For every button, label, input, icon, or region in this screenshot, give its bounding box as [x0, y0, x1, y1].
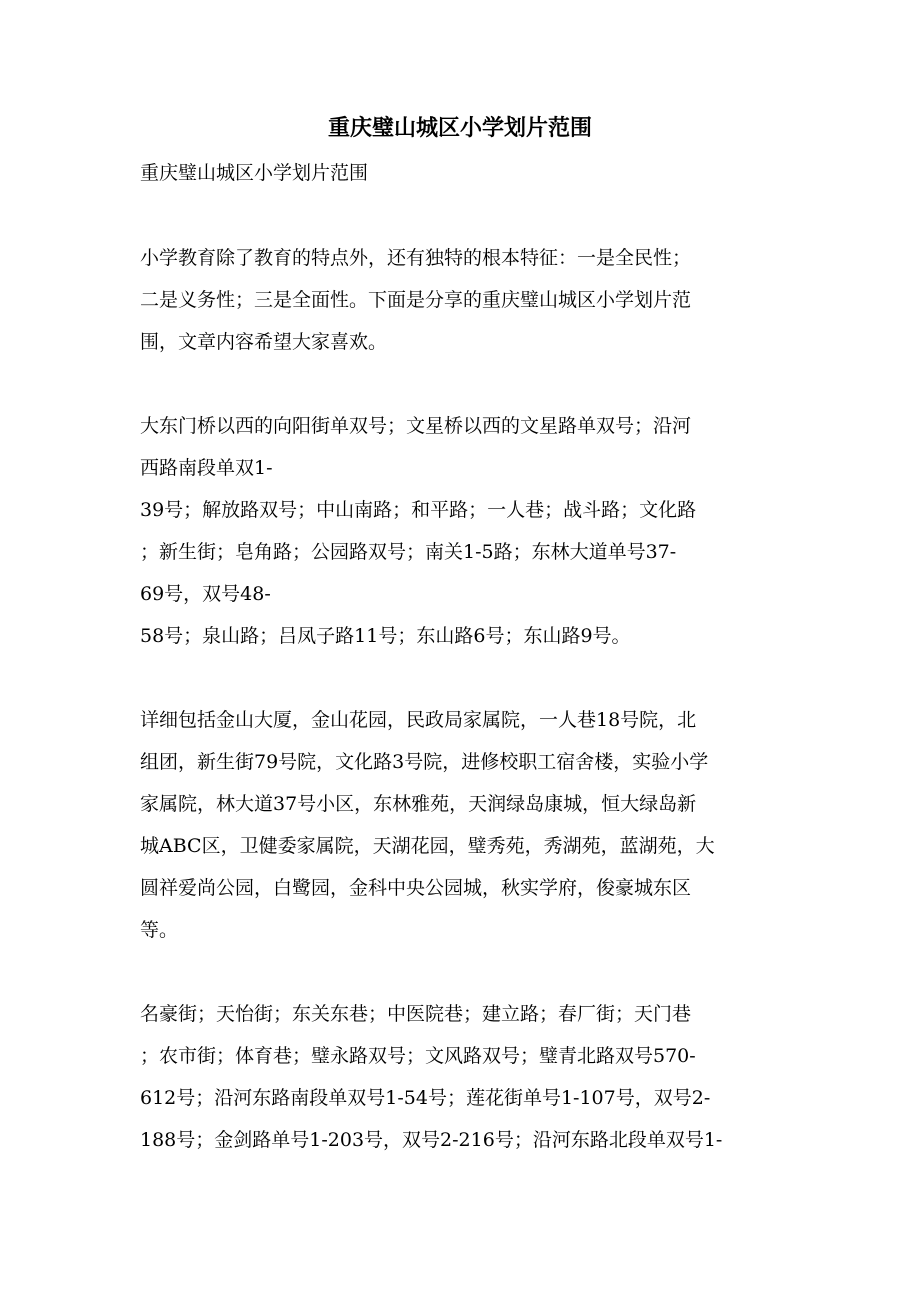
text-line: 612号；沿河东路南段单双号1-54号；莲花街单号1-107号，双号2- [140, 1087, 711, 1109]
text-line: 188号；金剑路单号1-203号，双号2-216号；沿河东路北段单双号1- [140, 1129, 723, 1151]
text-line: 西路南段单双1- [140, 457, 273, 479]
text-line: 组团，新生街79号院，文化路3号院，进修校职工宿舍楼，实验小学 [140, 751, 709, 773]
text-line: 等。 [140, 919, 179, 941]
text-line: ；农市街；体育巷；璧永路双号；文风路双号；璧青北路双号570- [140, 1045, 696, 1067]
paragraph-streets [140, 405, 790, 657]
document-title: 重庆璧山城区小学划片范围 [327, 115, 592, 141]
paragraph-communities [140, 699, 790, 951]
text-line: 58号；泉山路；吕凤子路11号；东山路6号；东山路9号。 [140, 625, 631, 647]
text-line: 围，文章内容希望大家喜欢。 [140, 331, 388, 353]
text-line: 城ABC区，卫健委家属院，天湖花园，璧秀苑，秀湖苑，蓝湖苑，大 [140, 835, 715, 857]
text-line: 详细包括金山大厦，金山花园，民政局家属院，一人巷18号院，北 [140, 709, 697, 731]
text-line: 家属院，林大道37号小区，东林雅苑，天润绿岛康城，恒大绿岛新 [140, 793, 697, 815]
text-line: 小学教育除了教育的特点外，还有独特的根本特征：一是全民性； [140, 247, 692, 269]
paragraph-more-streets [140, 993, 790, 1161]
text-line: 大东门桥以西的向阳街单双号；文星桥以西的文星路单双号；沿河 [140, 415, 692, 437]
text-line: 二是义务性；三是全面性。下面是分享的重庆璧山城区小学划片范 [140, 289, 692, 311]
text-line: 圆祥爱尚公园，白鹭园，金科中央公园城，秋实学府，俊豪城东区 [140, 877, 692, 899]
text-line: 69号，双号48- [140, 583, 271, 605]
document-subtitle: 重庆璧山城区小学划片范围 [140, 162, 369, 184]
text-line: 名豪街；天怡街；东关东巷；中医院巷；建立路；春厂街；天门巷 [140, 1003, 692, 1025]
text-line: ；新生街；皂角路；公园路双号；南关1-5路；东林大道单号37- [140, 541, 677, 563]
text-line: 39号；解放路双号；中山南路；和平路；一人巷；战斗路；文化路 [140, 499, 697, 521]
paragraph-intro [140, 237, 790, 363]
